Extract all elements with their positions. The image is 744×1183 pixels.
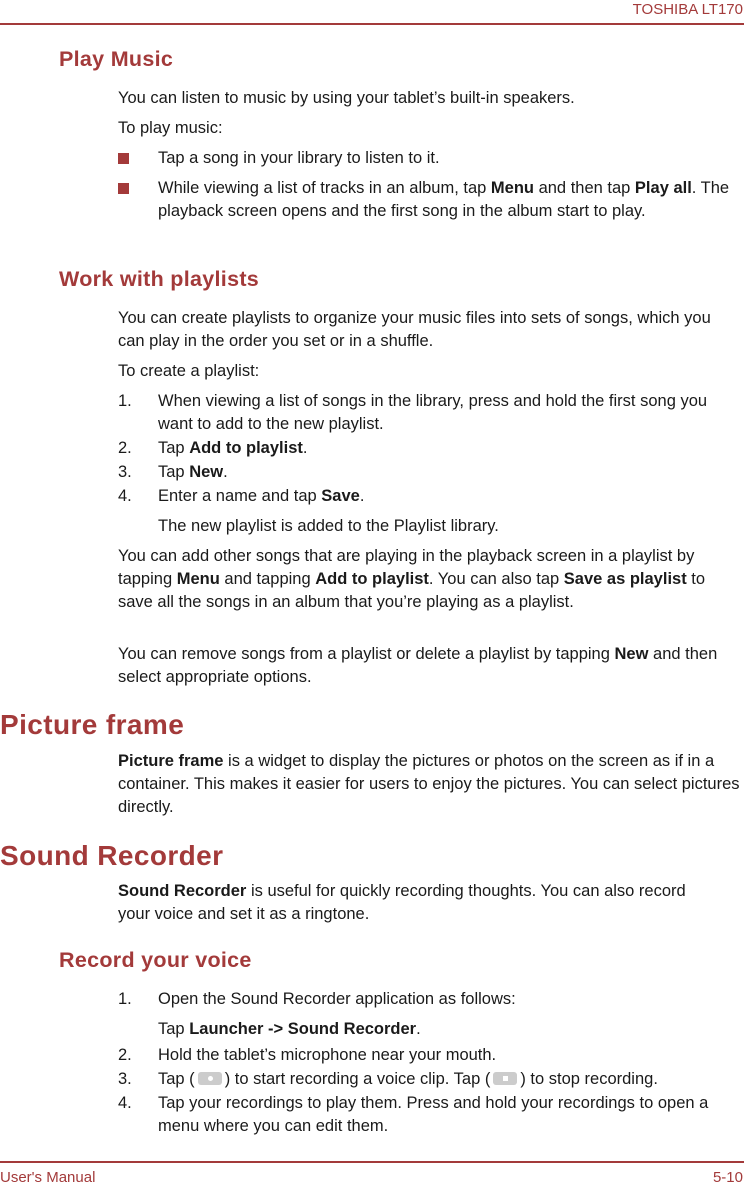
list-item: Open the Sound Recorder application as follows: <box>158 990 516 1008</box>
heading-record-your-voice: Record your voice <box>59 948 252 972</box>
bullet-icon <box>118 153 129 164</box>
page-number: 5-10 <box>712 1169 743 1183</box>
step-number: 2. <box>118 1046 132 1064</box>
step-note: Tap Launcher -> Sound Recorder. <box>158 1020 421 1038</box>
paragraph: You can create playlists to organize your music files into sets of songs, which you can play in the order you set or in a shuffle. <box>118 309 711 350</box>
footer-left: User's Manual <box>0 1169 96 1183</box>
header-title: TOSHIBA LT170 <box>632 1 743 18</box>
paragraph: You can remove songs from a playlist or delete a playlist by tapping New and then select appropriate options. <box>118 645 718 686</box>
list-item: Tap a song in your library to listen to it. <box>158 149 440 167</box>
list-item: Hold the tablet’s microphone near your mouth. <box>158 1046 497 1064</box>
footer-rule <box>0 1161 744 1163</box>
bullet-icon <box>118 183 129 194</box>
list-item: When viewing a list of songs in the library, press and hold the first song you want to add to the new playlist. <box>158 392 708 433</box>
step-number: 1. <box>118 990 132 1008</box>
paragraph: You can add other songs that are playing in the playback screen in a playlist by tapping Menu and tapping Add to playlist. You can also tap Save as playlist to save all the songs in an album that you’re playing as a playlist. <box>118 547 706 611</box>
paragraph: To play music: <box>118 119 223 137</box>
heading-sound-recorder: Sound Recorder <box>0 840 224 871</box>
list-item: Tap your recordings to play them. Press and hold your recordings to open a menu where you can edit them. <box>158 1094 709 1135</box>
step-note: The new playlist is added to the Playlist library. <box>158 517 499 535</box>
paragraph: Sound Recorder is useful for quickly recording thoughts. You can also record your voice and set it as a ringtone. <box>118 882 686 923</box>
step-number: 4. <box>118 487 132 505</box>
heading-work-with-playlists: Work with playlists <box>59 267 260 291</box>
record-button-icon <box>198 1072 222 1085</box>
step-number: 2. <box>118 439 132 457</box>
heading-play-music: Play Music <box>59 47 174 71</box>
list-item: Tap ( ) to start recording a voice clip. Tap ( ) to stop recording. <box>158 1070 658 1088</box>
list-item: Tap Add to playlist. <box>158 439 308 457</box>
step-number: 3. <box>118 463 132 481</box>
paragraph: To create a playlist: <box>118 362 260 380</box>
stop-button-icon <box>493 1072 517 1085</box>
step-number: 3. <box>118 1070 132 1088</box>
list-item: While viewing a list of tracks in an album, tap Menu and then tap Play all. The playback screen opens and the first song in the album start to play. <box>158 179 730 220</box>
list-item: Tap New. <box>158 463 228 481</box>
list-item: Enter a name and tap Save. <box>158 487 365 505</box>
heading-picture-frame: Picture frame <box>0 709 185 740</box>
step-number: 1. <box>118 392 132 410</box>
paragraph: You can listen to music by using your tablet’s built-in speakers. <box>118 89 575 107</box>
step-number: 4. <box>118 1094 132 1112</box>
paragraph: Picture frame is a widget to display the pictures or photos on the screen as if in a container. This makes it easier for users to enjoy the pictures. You can select pictures directly. <box>118 752 740 816</box>
header-rule <box>0 23 744 25</box>
